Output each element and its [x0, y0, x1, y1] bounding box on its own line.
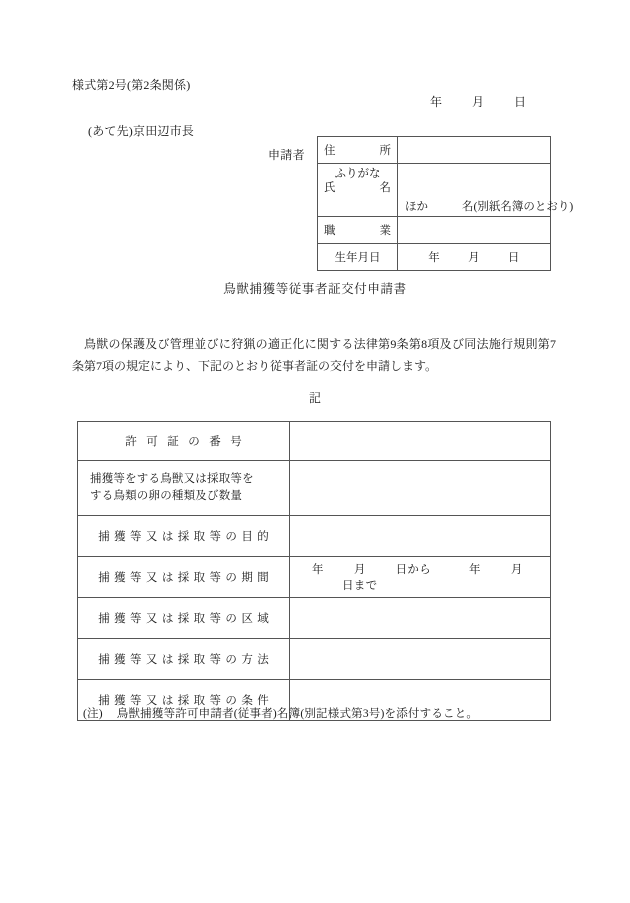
- birth-month-label: 月: [468, 252, 480, 264]
- form-code: 様式第2号(第2条関係): [72, 78, 191, 92]
- period-from-month-label: 月: [353, 564, 366, 576]
- date-month-label: 月: [472, 95, 485, 109]
- date-year-label: 年: [430, 95, 443, 109]
- table-row: [78, 422, 551, 461]
- addressee: (あて先)京田辺市長: [88, 124, 194, 138]
- applicant-name-field[interactable]: [398, 164, 574, 217]
- period-to-year-label: 年: [469, 564, 481, 576]
- period-label-text: 捕獲等又は採取等の期間: [98, 572, 274, 584]
- permit-number-label-text: 許可証の番号: [125, 436, 252, 448]
- table-row: [318, 244, 551, 271]
- footnote-marker: (注): [83, 708, 103, 720]
- birth-year-label: 年: [428, 252, 441, 264]
- furigana-label: ふりがな: [334, 168, 381, 180]
- area-field[interactable]: [290, 598, 551, 639]
- species-quantity-label-line2: する鳥類の卵の種類及び数量: [90, 490, 243, 502]
- date-day-label: 日: [514, 95, 527, 109]
- ki-marker: 記: [308, 391, 321, 405]
- applicant-birthdate-field[interactable]: [398, 244, 551, 271]
- submission-date-line: [430, 93, 526, 110]
- purpose-label-text: 捕獲等又は採取等の目的: [98, 531, 274, 543]
- conditions-label-text: 捕獲等又は採取等の条件: [98, 695, 274, 707]
- footnote: [83, 705, 478, 721]
- applicant-table: [317, 136, 574, 271]
- method-label: [78, 639, 290, 680]
- occupation-char-2: 業: [379, 225, 391, 237]
- table-row: [78, 516, 551, 557]
- table-row: [78, 598, 551, 639]
- method-field[interactable]: [290, 639, 551, 680]
- period-field[interactable]: [290, 557, 551, 598]
- table-row: [318, 164, 551, 217]
- applicant-birthdate-label: 生年月日: [318, 244, 398, 271]
- applicant-name-label: [318, 164, 398, 217]
- area-label-text: 捕獲等又は採取等の区域: [98, 613, 274, 625]
- hoka-prefix: ほか: [405, 201, 428, 213]
- species-quantity-field[interactable]: [290, 461, 551, 516]
- address-char-2: 所: [379, 145, 391, 157]
- name-char-2: 名: [379, 182, 391, 195]
- period-to-month-label: 月: [510, 564, 523, 576]
- table-row: [318, 217, 551, 244]
- period-from-year-label: 年: [312, 564, 324, 576]
- application-details-table: [77, 421, 551, 721]
- applicant-address-field[interactable]: [398, 137, 551, 164]
- period-label: [78, 557, 290, 598]
- purpose-field[interactable]: [290, 516, 551, 557]
- hoka-suffix: 名(別紙名簿のとおり): [462, 201, 574, 213]
- table-row: [78, 461, 551, 516]
- birth-day-label: 日: [507, 252, 520, 264]
- area-label: [78, 598, 290, 639]
- period-to-day-label: 日まで: [342, 580, 378, 592]
- applicant-address-label: [318, 137, 398, 164]
- permit-number-label: [78, 422, 290, 461]
- applicant-occupation-label: [318, 217, 398, 244]
- table-row: [78, 557, 551, 598]
- address-char-1: 住: [324, 145, 336, 157]
- applicant-label: 申請者: [268, 148, 305, 162]
- period-from-day-label: 日から: [395, 564, 432, 576]
- footnote-text: 鳥獣捕獲等許可申請者(従事者)名簿(別記様式第3号)を添付すること。: [116, 708, 479, 720]
- table-row: [78, 639, 551, 680]
- applicant-count-note: [405, 198, 573, 214]
- species-quantity-label-line1: 捕獲等をする鳥獣又は採取等を: [90, 473, 254, 486]
- name-char-1: 氏: [324, 182, 336, 195]
- page-title: 鳥獣捕獲等従事者証交付申請書: [223, 282, 407, 296]
- method-label-text: 捕獲等又は採取等の方法: [98, 654, 274, 666]
- permit-number-field[interactable]: [290, 422, 551, 461]
- body-paragraph: 鳥獣の保護及び管理並びに狩猟の適正化に関する法律第9条第8項及び同法施行規則第7条第7項の規定により、下記のとおり従事者証の交付を申請します。: [72, 337, 556, 374]
- occupation-char-1: 職: [324, 225, 336, 237]
- applicant-occupation-field[interactable]: [398, 217, 551, 244]
- table-row: [318, 137, 551, 164]
- species-quantity-label: [78, 461, 290, 516]
- purpose-label: [78, 516, 290, 557]
